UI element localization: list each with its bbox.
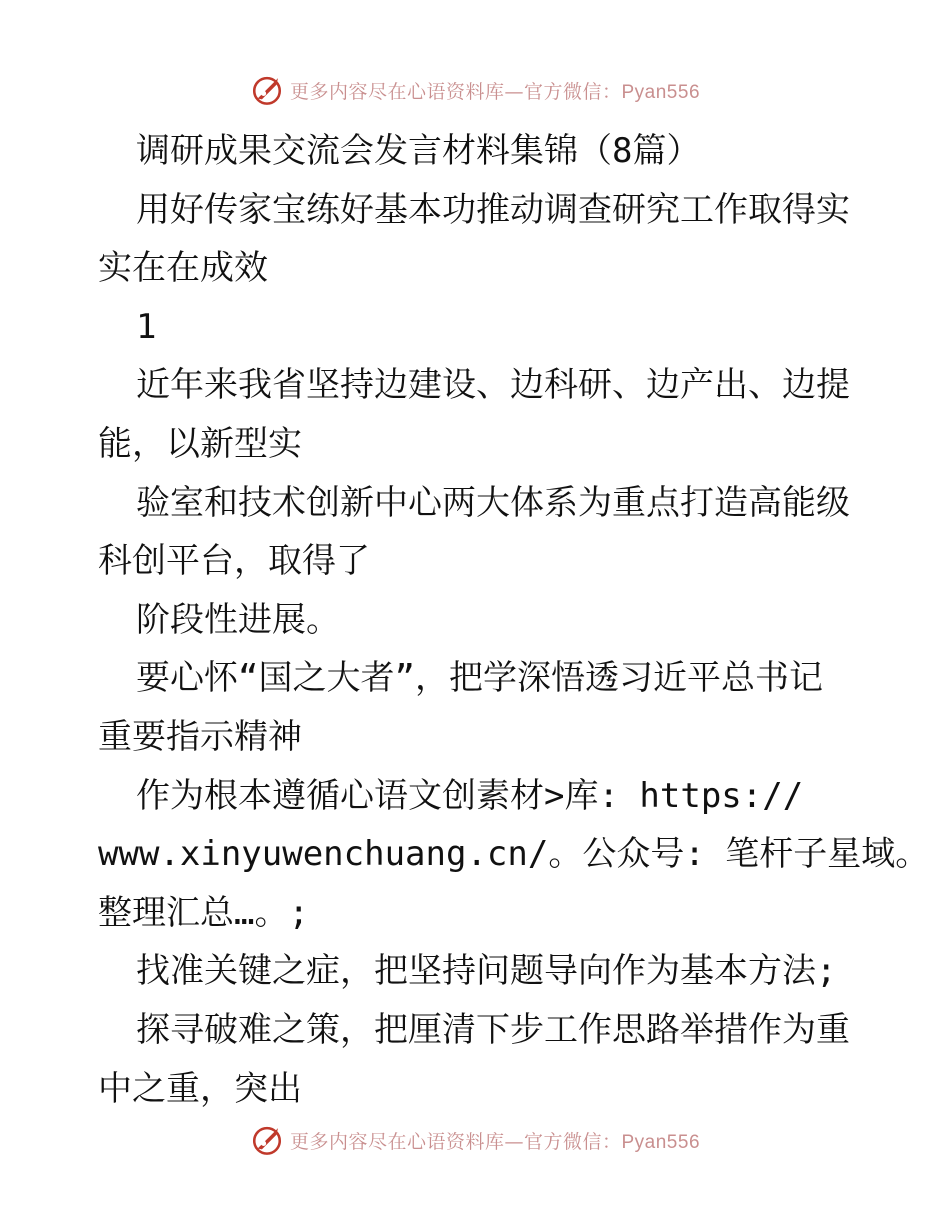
doc-title: 调研成果交流会发言材料集锦（8篇） <box>136 131 701 171</box>
header-banner-text: 更多内容尽在心语资料库—官方微信： <box>289 80 622 103</box>
doc-line: 用好传家宝练好基本功推动调查研究工作取得实 <box>136 189 850 230</box>
doc-line: 科创平台，取得了 <box>98 541 370 582</box>
header-banner <box>0 70 950 110</box>
doc-line: 探寻破难之策，把厘清下步工作思路举措作为重 <box>136 1009 850 1050</box>
doc-line: 整理汇总…。; <box>98 892 309 933</box>
doc-line: 找准关键之症，把坚持问题导向作为基本方法; <box>136 951 837 992</box>
doc-line: 要心怀“国之大者”，把学深悟透习近平总书记 <box>136 658 823 699</box>
pen-logo-icon <box>250 73 284 107</box>
doc-line: 能，以新型实 <box>98 423 302 464</box>
doc-line: 近年来我省坚持边建设、边科研、边产出、边提 <box>136 365 850 406</box>
footer-banner-account: Pyan556 <box>621 1131 701 1153</box>
doc-line: www.xinyuwenchuang.cn/。公众号: 笔杆子星域。 <box>98 834 930 875</box>
doc-line: 重要指示精神 <box>98 716 302 757</box>
doc-line: 实在在成效 <box>98 248 268 289</box>
footer-banner-text: 更多内容尽在心语资料库—官方微信： <box>289 1130 622 1153</box>
footer-banner <box>0 1120 950 1160</box>
doc-line: 中之重，突出 <box>98 1068 302 1109</box>
header-banner-account: Pyan556 <box>621 81 701 103</box>
doc-line: 验室和技术创新中心两大体系为重点打造高能级 <box>136 482 850 523</box>
doc-line: 阶段性进展。 <box>136 599 340 640</box>
doc-line: 作为根本遵循心语文创素材>库: https:// <box>136 775 804 816</box>
document-body <box>98 122 930 1118</box>
pen-logo-icon <box>250 1123 284 1157</box>
doc-line: 1 <box>136 306 157 347</box>
